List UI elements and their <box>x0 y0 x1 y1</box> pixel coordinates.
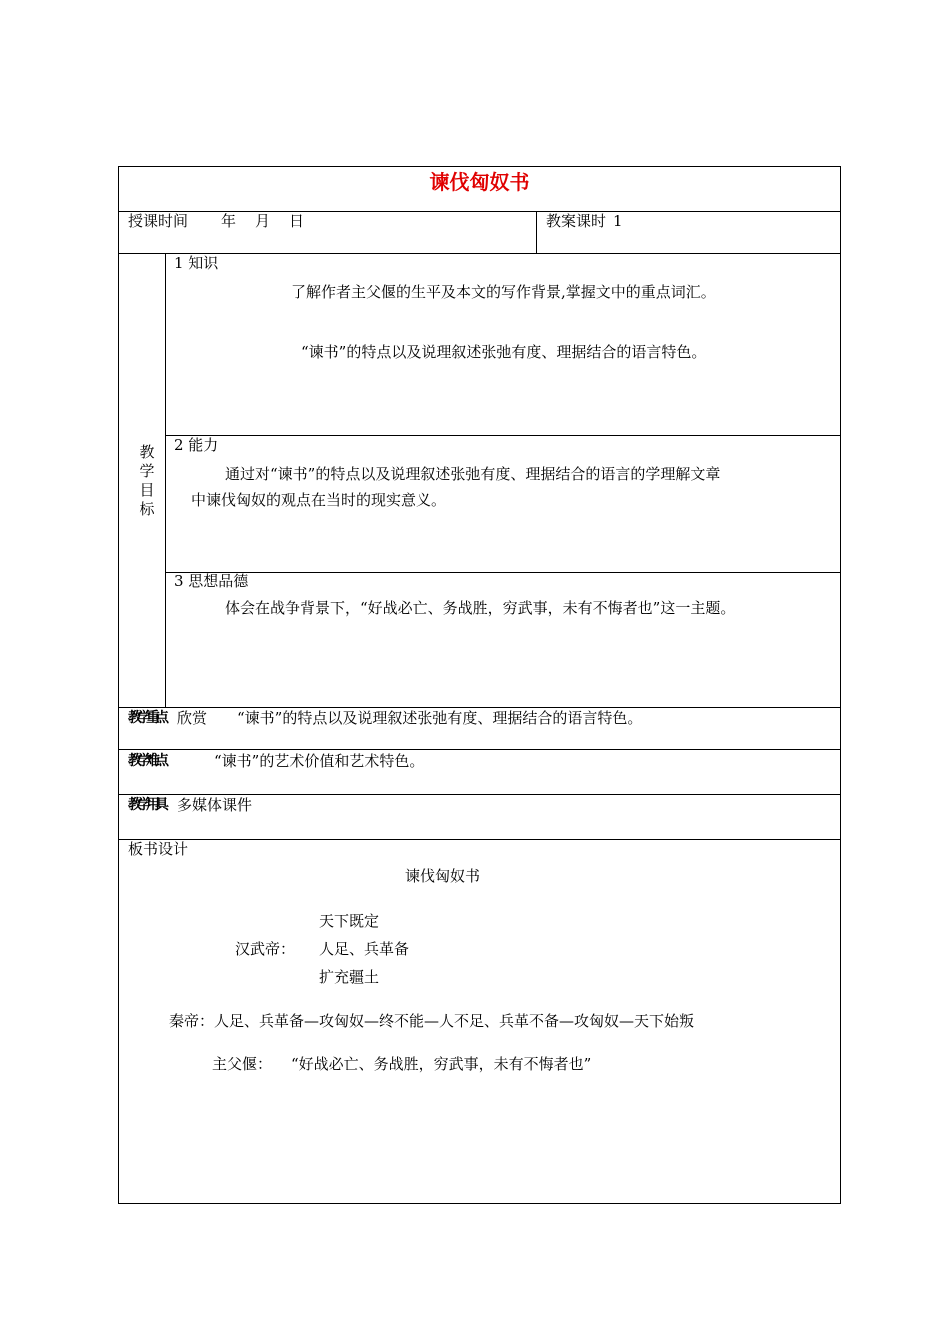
year-label: 年 <box>221 212 237 230</box>
row-divider <box>119 253 840 254</box>
day-label: 日 <box>289 212 305 230</box>
tools-text: 多媒体课件 <box>177 796 253 814</box>
ability-line-1: 通过对“谏书”的特点以及说理叙述张弛有度、理据结合的语言的学理解文章 <box>225 465 721 483</box>
column-divider <box>165 253 166 707</box>
board-author-quote: “好战必亡、务战胜，穷武事，未有不悔者也” <box>291 1055 592 1073</box>
key-point-label: 教学重点 <box>128 710 164 726</box>
row-divider <box>119 839 840 840</box>
month-label: 月 <box>255 212 271 230</box>
lesson-plan-table <box>118 166 841 1204</box>
board-item-2: 人足、兵革备 <box>319 940 410 958</box>
row-divider <box>119 707 840 708</box>
column-divider <box>536 211 537 253</box>
page-title: 谏伐匈奴书 <box>429 170 530 194</box>
lesson-hours-label: 教案课时 <box>546 212 607 230</box>
tools-label: 教学用具 <box>128 797 164 813</box>
time-label: 授课时间 <box>128 212 189 230</box>
knowledge-line-1: 了解作者主父偃的生平及本文的写作背景,掌握文中的重点词汇。 <box>291 283 716 301</box>
row-divider <box>119 749 840 750</box>
board-author-label: 主父偃： <box>212 1055 273 1073</box>
ability-heading: 2 能力 <box>174 436 219 454</box>
knowledge-line-2: “谏书”的特点以及说理叙述张弛有度、理据结合的语言特色。 <box>301 343 707 361</box>
board-emperor-label: 汉武帝： <box>235 940 296 958</box>
objectives-side-label: 教学目标 <box>139 443 155 518</box>
row-divider <box>165 572 840 573</box>
lesson-hours-value: 1 <box>613 212 623 230</box>
board-label: 板书设计 <box>128 840 189 858</box>
key-point-text: 欣赏 “谏书”的特点以及说理叙述张弛有度、理据结合的语言特色。 <box>177 709 643 727</box>
knowledge-heading: 1 知识 <box>174 254 219 272</box>
moral-heading: 3 思想品德 <box>174 572 249 590</box>
board-item-3: 扩充疆土 <box>319 968 380 986</box>
difficult-point-text: “谏书”的艺术价值和艺术特色。 <box>214 752 425 770</box>
difficult-point-label: 教学难点 <box>128 753 164 769</box>
moral-line-1: 体会在战争背景下，“好战必亡、务战胜，穷武事，未有不悔者也”这一主题。 <box>225 599 736 617</box>
row-divider <box>165 435 840 436</box>
ability-line-2: 中谏伐匈奴的观点在当时的现实意义。 <box>191 491 447 509</box>
board-qin-line: 秦帝：人足、兵革备—攻匈奴—终不能—人不足、兵革不备—攻匈奴—天下始叛 <box>169 1012 695 1030</box>
board-item-1: 天下既定 <box>319 912 380 930</box>
board-title: 谏伐匈奴书 <box>405 867 481 885</box>
row-divider <box>119 794 840 795</box>
